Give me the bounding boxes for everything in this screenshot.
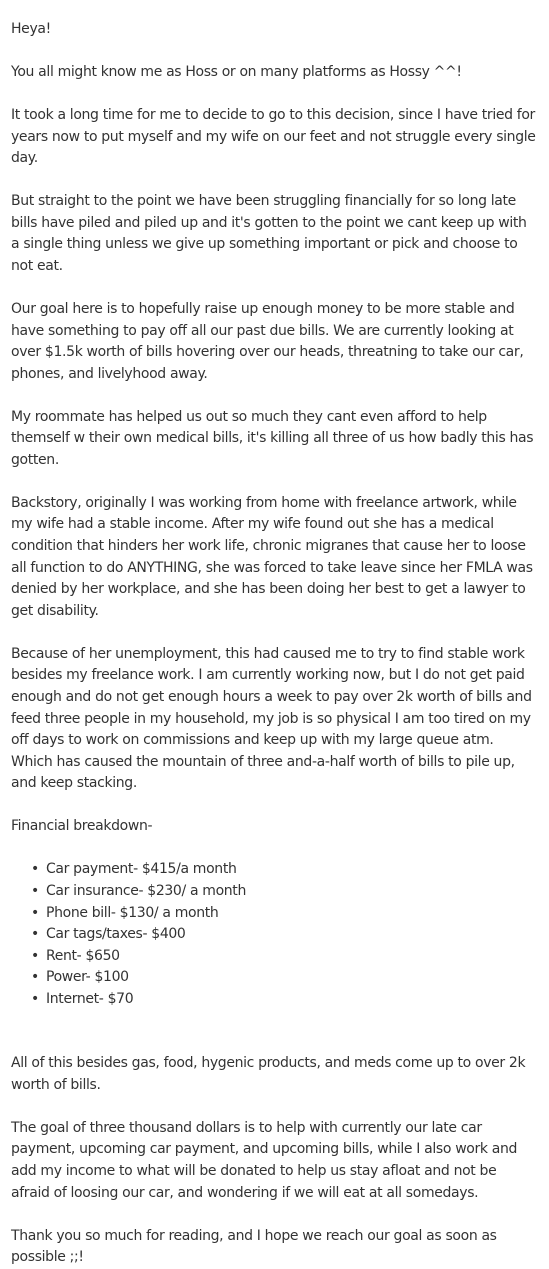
bullet-icon: • bbox=[31, 882, 39, 899]
breakdown-list bbox=[11, 859, 538, 1010]
decision-paragraph: It took a long time for me to decide to go to this decision, since I have tried for years now to put myself and my wife on our feet and not struggle every single day. bbox=[11, 106, 536, 167]
list-spacer bbox=[11, 1032, 538, 1053]
list-item-text: Car insurance- $230/ a month bbox=[46, 882, 246, 899]
list-item-text: Car payment- $415/a month bbox=[46, 861, 237, 878]
bullet-icon: • bbox=[31, 904, 39, 921]
list-item bbox=[31, 903, 538, 925]
roommate-paragraph: My roommate has helped us out so much they cant even afford to help themself w their own medical bills, it's killing all three of us how badly this has gotten. bbox=[11, 408, 534, 468]
intro-paragraph: You all might know me as Hoss or on many platforms as Hossy ^^! bbox=[11, 63, 462, 80]
bullet-icon: • bbox=[31, 947, 39, 964]
list-item-text: Power- $100 bbox=[46, 969, 129, 986]
struggle-paragraph: But straight to the point we have been struggling financially for so long late bills have piled and piled up and it's gotten to the point we cant keep up with a single thing unless we give up something important or pick and choose to not eat. bbox=[11, 193, 527, 274]
bullet-icon: • bbox=[31, 990, 39, 1007]
list-item bbox=[31, 924, 538, 946]
thank-you-paragraph: Thank you so much for reading, and I hope we reach our goal as soon as possible ;;! bbox=[11, 1227, 497, 1266]
backstory-paragraph: Backstory, originally I was working from home with freelance artwork, while my wife had a stable income. After my wife found out she has a medical condition that hinders her work life, chronic migranes that cause her to loose all function to do ANYTHING, she was forced to take leave since her FMLA was denied by her workplace, and she has been doing her best to get a lawyer to get disability. bbox=[11, 494, 533, 619]
list-item-text: Phone bill- $130/ a month bbox=[46, 904, 219, 921]
total-paragraph: All of this besides gas, food, hygenic products, and meds come up to over 2k worth of bills. bbox=[11, 1055, 526, 1093]
greeting-paragraph: Heya! bbox=[11, 21, 51, 37]
unemployment-paragraph: Because of her unemployment, this had caused me to try to find stable work besides my freelance work. I am currently working now, but I do not get paid enough and do not get enough hours a week to pay over 2k worth of bills and feed three people in my household, my job is so physical I am too tired on my off days to work on commissions and keep up with my large queue atm. Which has caused the mountain of three and-a-half worth of bills to pile up, and keep stacking. bbox=[11, 645, 532, 792]
list-item bbox=[31, 967, 538, 989]
breakdown-heading: Financial breakdown- bbox=[11, 818, 153, 835]
list-item-text: Car tags/taxes- $400 bbox=[46, 926, 186, 943]
list-item bbox=[31, 881, 538, 903]
bullet-icon: • bbox=[31, 969, 39, 986]
list-item bbox=[31, 946, 538, 968]
list-item-text: Rent- $650 bbox=[46, 947, 120, 964]
bullet-icon: • bbox=[31, 861, 39, 878]
goal-amount-paragraph: The goal of three thousand dollars is to help with currently our late car payment, upcoming car payment, and upcoming bills, while I also work and add my income to what will be donated to help us stay afloat and not be afraid of loosing our car, and wondering if we will eat at all somedays. bbox=[11, 1119, 518, 1201]
list-item-text: Internet- $70 bbox=[46, 990, 134, 1007]
goal-paragraph: Our goal here is to hopefully raise up enough money to be more stable and have something to pay off all our past due bills. We are currently looking at over $1.5k worth of bills hovering over our heads, threatning to take our car, phones, and livelyhood away. bbox=[11, 300, 524, 382]
list-item bbox=[31, 989, 538, 1011]
list-item bbox=[31, 859, 538, 881]
bullet-icon: • bbox=[31, 926, 39, 943]
